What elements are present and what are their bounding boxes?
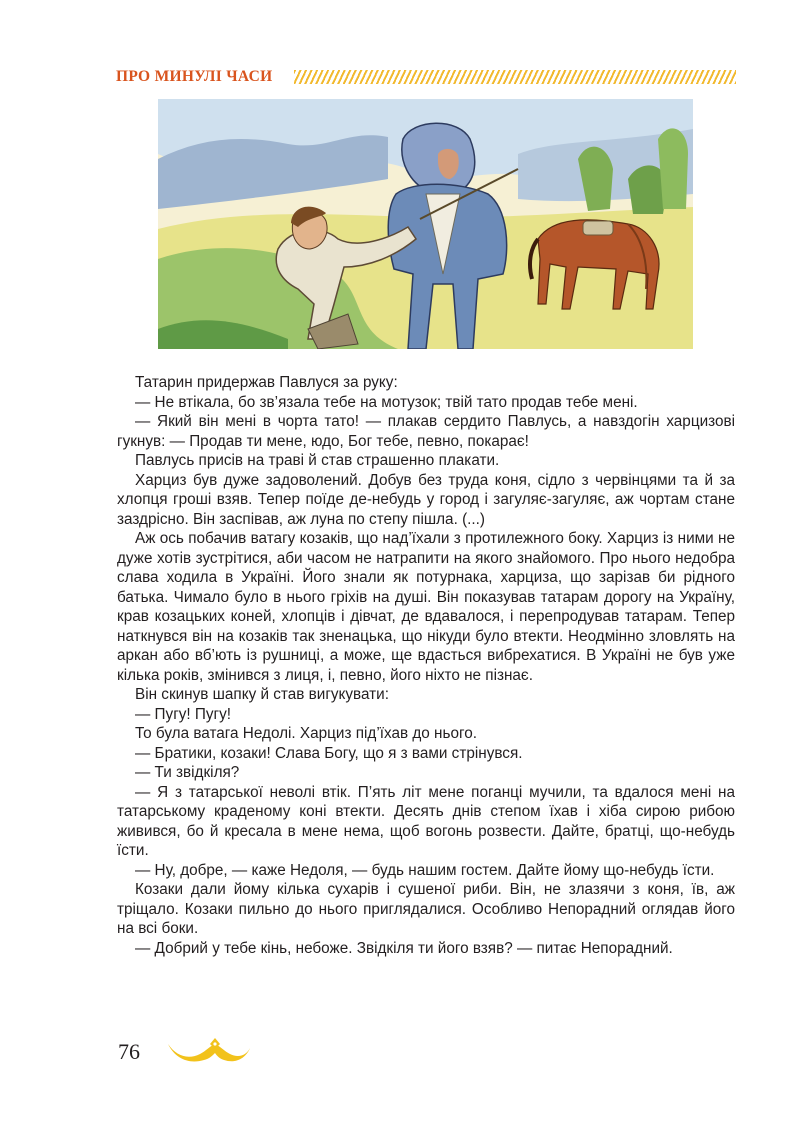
paragraph: Татарин придержав Павлуся за руку: bbox=[135, 374, 398, 391]
paragraph: Він скинув шапку й став вигукувати: bbox=[135, 686, 389, 703]
decorative-hatch-strip bbox=[294, 70, 736, 84]
paragraph: — Який він мені в чорта тато! — плакав сердито Павлусь, а навздогін харцизові гукнув: — Продав ти мене, юдо, Бог тебе, певно, покарає! bbox=[117, 413, 735, 450]
paragraph: — Ти звідкіля? bbox=[135, 764, 240, 781]
paragraph: — Пугу! Пугу! bbox=[135, 705, 232, 723]
story-illustration bbox=[158, 99, 693, 349]
paragraph: Павлусь присів на траві й став страшенно плакати. bbox=[135, 452, 500, 469]
story-text bbox=[117, 373, 735, 958]
paragraph: — Я з татарської неволі втік. П’ять літ мене поганці мучили, та вдалося мені на татарському краденому коні втекти. Десять днів степом їхав і хіба сирою рибою живився, бо й кресала в мене нема, щоб вогонь розвести. Дайте, братці, що-небудь їсти. bbox=[117, 783, 735, 859]
paragraph: То була ватага Недолі. Харциз під’їхав до нього. bbox=[135, 725, 477, 742]
paragraph: — Братики, козаки! Слава Богу, що я з вами стрінувся. bbox=[135, 744, 523, 762]
paragraph: — Добрий у тебе кінь, небоже. Звідкіля ти його взяв? — питає Непорадний. bbox=[135, 939, 673, 957]
paragraph: Аж ось побачив ватагу козаків, що над’їхали з протилежного боку. Харциз із ними не дуже хотів зустрітися, аби часом не натрапити на якого знайомого. Про нього недобра слава ходила в Україні. Його знали як потурнака, харциза, що зарізав би рідного батька. Чимало було в нього гріхів на душі. Він показував татарам дорогу на Україну, крав козацьких коней, хлопців і дівчат, де вдавалося, і перепродував татарам. Тепер наткнувся він на козаків так зненацька, що нікуди було втекти. Неодмінно зловлять на аркан або вб’ють із рушниці, а може, ще вдасться вибрехатися. В Україні не був уже кілька років, змінився з лиця, і, певно, його ніхто не пізнає. bbox=[117, 530, 735, 684]
paragraph: — Не втікала, бо зв’язала тебе на мотузок; твій тато продав тебе мені. bbox=[135, 393, 638, 411]
page-number: 76 bbox=[118, 1039, 140, 1064]
paragraph: — Ну, добре, — каже Недоля, — будь нашим гостем. Дайте йому що-небудь їсти. bbox=[135, 861, 715, 879]
decorative-swirl-icon bbox=[166, 1038, 252, 1064]
paragraph: Козаки дали йому кілька сухарів і сушеної риби. Він, не злазячи з коня, їв, аж тріщало. Козаки пильно до нього приглядалися. Особливо Непорадний оглядав його на всі боки. bbox=[117, 881, 735, 937]
page-header bbox=[116, 67, 736, 89]
section-title: ПРО МИНУЛІ ЧАСИ bbox=[116, 68, 273, 85]
paragraph: Харциз був дуже задоволений. Добув без труда коня, сідло з червінцями та й за хлопця гроші взяв. Тепер поїде де-небудь у город і загуляє-загуляє, аж чортам стане заздрісно. Він заспівав, аж луна по степу пішла. (...) bbox=[117, 471, 735, 528]
